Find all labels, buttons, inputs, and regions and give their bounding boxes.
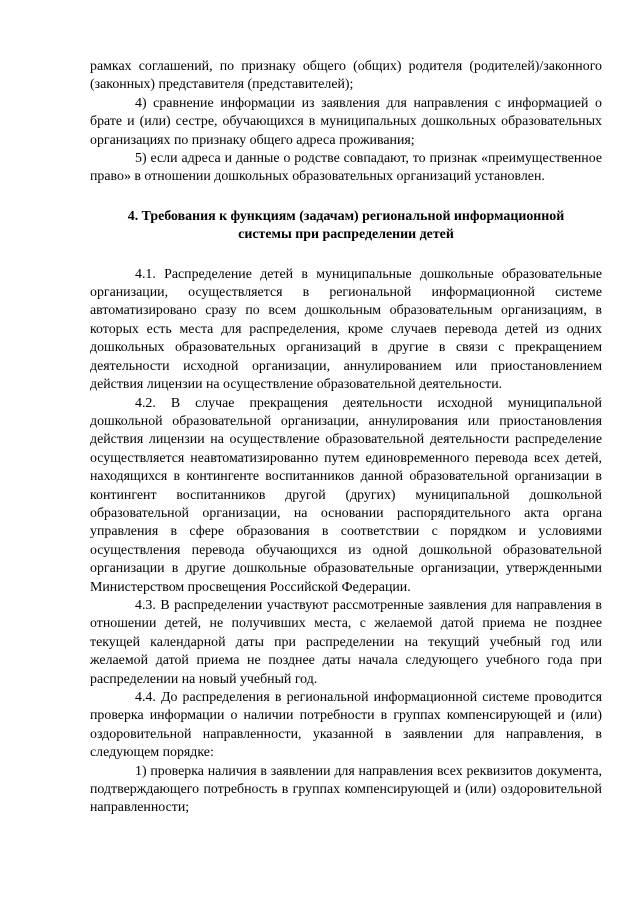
paragraph-4-2: 4.2. В случае прекращения деятельности исходной муниципальной дошкольной образовательной организации, аннулирования или приостановления действия лицензии на осуществление образовательной деятельности распределение осуществляется неавтоматизированно путем единовременного перевода всех детей, находящихся в контингенте воспитанников данной образовательной организации в контингент воспитанников другой (других) муниципальной дошкольной образовательной организации, на основании распорядительного акта органа управления в сфере образования в соответствии с порядком и условиями осуществления перевода обучающихся из одной дошкольной образовательной организации в другие дошкольные образовательные организации, утвержденными Министерством просвещения Российской Федерации. (90, 395, 602, 595)
paragraph-4-4: 4.4. До распределения в региональной информационной системе проводится проверка информации о наличии потребности в группах компенсирующей и (или) оздоровительной направленности, указанной в заявлении для направления, в следующем порядке: (90, 690, 602, 761)
paragraph-4-4-1: 1) проверка наличия в заявлении для направления всех реквизитов документа, подтверждающего потребность в группах компенсирующей и (или) оздоровительной направленности; (90, 763, 602, 816)
section-heading: 4. Требования к функциям (задачам) региональной информационной системы при распределении детей (127, 208, 565, 243)
paragraph-4-1: 4.1. Распределение детей в муниципальные дошкольные образовательные организации, осуществляется в региональной информационной системе автоматизировано сразу по всем дошкольным образовательным организациям, в которых есть места для распределения, кроме случаев перевода детей из одних дошкольных образовательных организаций в другие в связи с прекращением деятельности исходной организации, аннулированием или приостановлением действия лицензии на осуществление образовательной деятельности. (90, 266, 602, 393)
document-page (90, 58, 602, 818)
paragraph-continuation: рамках соглашений, по признаку общего (общих) родителя (родителей)/законного (законных) представителя (представителей); (90, 59, 602, 93)
paragraph-4-3: 4.3. В распределении участвуют рассмотренные заявления для направления в отношении детей, не получивших места, с желаемой датой приема не позднее текущей календарной даты при распределении на текущий учебный год или желаемой датой приема не позднее даты начала следующего учебного года при распределении на новый учебный год. (90, 597, 602, 687)
paragraph-item-4: 4) сравнение информации из заявления для направления с информацией о брате и (или) сестре, обучающихся в муниципальных дошкольных образовательных организациях по признаку общего адреса проживания; (90, 95, 602, 148)
paragraph-item-5: 5) если адреса и данные о родстве совпадают, то признак «преимущественное право» в отношении дошкольных образовательных организаций установлен. (90, 151, 602, 185)
